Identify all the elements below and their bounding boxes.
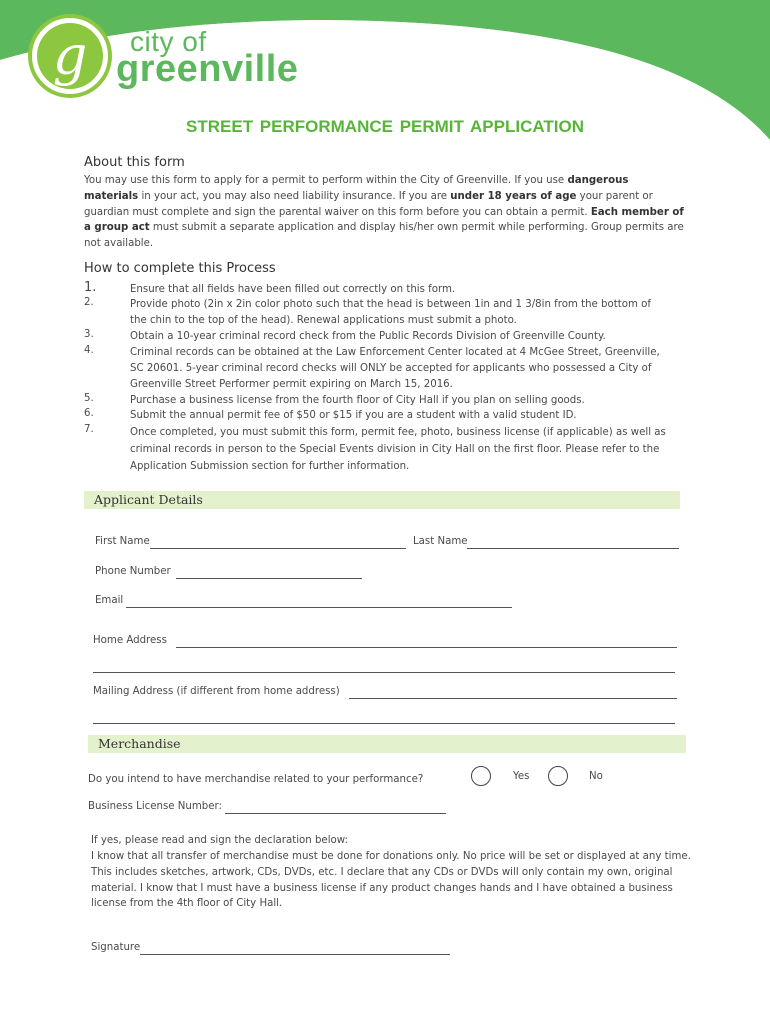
first-name-field[interactable]	[150, 548, 406, 549]
signature-label: Signature	[91, 942, 141, 953]
mailing-address-label: Mailing Address (if different from home address)	[93, 686, 340, 697]
page-title: STREET PERFORMANCE PERMIT APPLICATION	[186, 117, 584, 136]
yes-label: Yes	[513, 771, 530, 782]
merchandise-question: Do you intend to have merchandise related to your performance?	[88, 774, 424, 785]
home-address-field[interactable]	[176, 647, 677, 648]
email-field[interactable]	[126, 607, 512, 608]
business-license-field[interactable]	[225, 813, 446, 814]
about-paragraph: You may use this form to apply for a permit to perform within the City of Greenville. If you use dangerous materials in your act, you may also need liability insurance. If you are under 18 years of age your parent or guardian must complete and sign the parental waiver on this form before you can obtain a permit. Each member of a group act must submit a separate application and display his/her own permit while performing. Group permits are not available.	[84, 175, 684, 250]
business-license-label: Business License Number:	[88, 801, 222, 812]
logo-city-of: city of	[130, 26, 207, 57]
signature-field[interactable]	[140, 954, 450, 955]
merchandise-heading: Merchandise	[98, 736, 181, 751]
no-label: No	[589, 771, 603, 782]
declaration-text: I know that all transfer of merchandise must be done for donations only. No price will be set or displayed at any time. This includes sketches, artwork, CDs, DVDs, etc. I declare that any CDs or DVDs will only contain my own, original material. I know that I must have a business license if any product changes hands and I have obtained a business license from the 4th floor of City Hall.	[91, 851, 691, 910]
first-name-label: First Name	[95, 536, 150, 547]
mailing-address-field[interactable]	[349, 698, 677, 699]
about-heading: About this form	[84, 155, 185, 170]
last-name-label: Last Name	[413, 536, 468, 547]
phone-label: Phone Number	[95, 566, 171, 577]
no-radio[interactable]	[548, 766, 568, 786]
applicant-details-bar	[84, 491, 680, 509]
declaration-intro: If yes, please read and sign the declaration below:	[91, 835, 348, 846]
home-address-field-line-2[interactable]	[93, 672, 675, 673]
logo-g-letter: g	[52, 24, 88, 87]
process-heading: How to complete this Process	[84, 261, 276, 276]
last-name-field[interactable]	[467, 548, 679, 549]
yes-radio[interactable]	[471, 766, 491, 786]
mailing-address-field-line-2[interactable]	[93, 723, 675, 724]
phone-field[interactable]	[176, 578, 362, 579]
home-address-label: Home Address	[93, 635, 167, 646]
applicant-details-heading: Applicant Details	[94, 492, 203, 507]
merchandise-bar	[88, 735, 686, 753]
logo-greenville: greenville	[116, 48, 299, 90]
email-label: Email	[95, 595, 124, 606]
